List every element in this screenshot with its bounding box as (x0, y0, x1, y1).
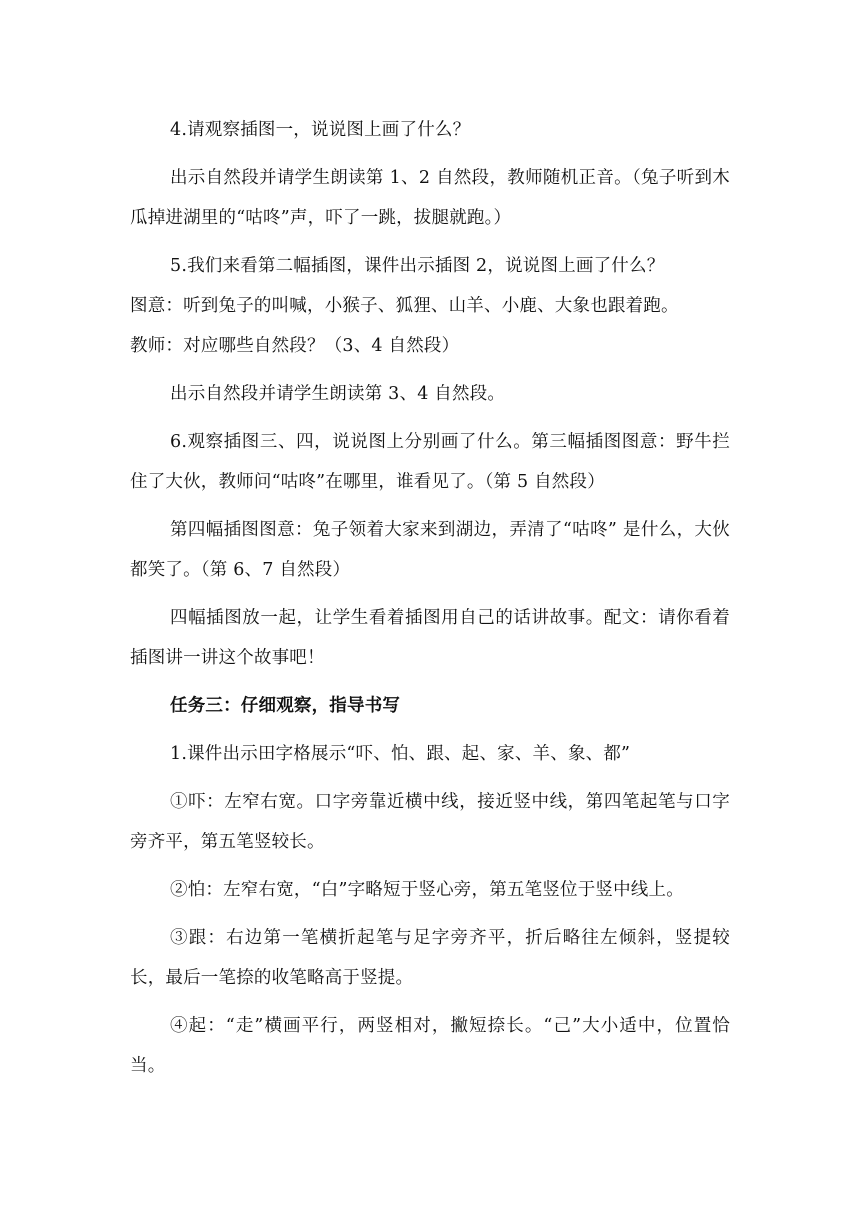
paragraph-illustrations-3-4: 6.观察插图三、四，说说图上分别画了什么。第三幅插图图意：野牛拦住了大伙，教师问“咕咚”在哪里，谁看见了。（第 5 自然段） (130, 432, 730, 492)
paragraph-tell-story: 四幅插图放一起，让学生看着插图用自己的话讲故事。配文：请你看着插图讲一讲这个故事吧！ (130, 608, 730, 668)
document-body (130, 110, 730, 1086)
paragraph-observe-illustration-1: 4.请观察插图一，说说图上画了什么？ (170, 120, 471, 140)
list-item-xia: ①吓：左窄右宽。口字旁靠近横中线，接近竖中线，第四笔起笔与口字旁齐平，第五笔竖较长。 (130, 792, 730, 852)
paragraph-read-sections-3-4: 出示自然段并请学生朗读第 3、4 自然段。 (170, 384, 506, 404)
paragraph-teacher-question: 教师：对应哪些自然段？（3、4 自然段） (130, 336, 460, 356)
section-heading-task-3: 任务三：仔细观察，指导书写 (170, 696, 401, 716)
paragraph-illustration-2-meaning: 图意：听到兔子的叫喊，小猴子、狐狸、山羊、小鹿、大象也跟着跑。 (130, 296, 679, 316)
list-item-gen: ③跟：右边第一笔横折起笔与足字旁齐平，折后略往左倾斜，竖提较长，最后一笔捺的收笔略高于竖提。 (130, 928, 730, 988)
list-item-pa: ②怕：左窄右宽，“白”字略短于竖心旁，第五笔竖位于竖中线上。 (170, 880, 684, 900)
list-item-qi: ④起：“走”横画平行，两竖相对，撇短捺长。“己”大小适中，位置恰当。 (130, 1016, 730, 1076)
paragraph-read-sections-1-2: 出示自然段并请学生朗读第 1、2 自然段，教师随机正音。（兔子听到木瓜掉进湖里的“咕咚”声，吓了一跳，拔腿就跑。） (130, 168, 730, 228)
paragraph-illustration-2: 5.我们来看第二幅插图，课件出示插图 2，说说图上画了什么？ (170, 256, 665, 276)
paragraph-tianzige-characters: 1.课件出示田字格展示“吓、怕、跟、起、家、羊、象、都” (170, 744, 631, 764)
paragraph-illustration-4-meaning: 第四幅插图图意：兔子领着大家来到湖边，弄清了“咕咚” 是什么，大伙都笑了。（第 6、7 自然段） (130, 520, 730, 580)
